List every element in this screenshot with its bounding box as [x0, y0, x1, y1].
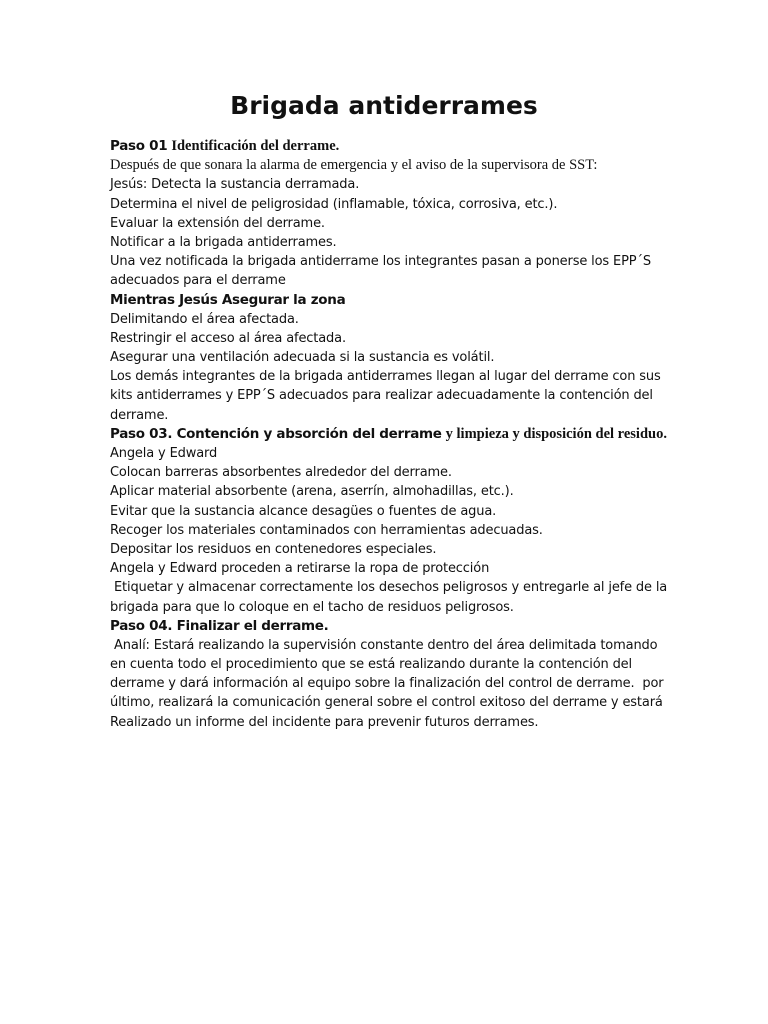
- step2-item: Asegurar una ventilación adecuada si la sustancia es volátil.: [110, 350, 495, 366]
- step3-heading: [110, 425, 666, 444]
- step3-item: Etiquetar y almacenar correctamente los desechos peligrosos y entregarle al jefe de la: [110, 580, 668, 596]
- step1-title: Identificación del derrame.: [171, 138, 340, 154]
- step3-heading-sans: Paso 03. Contención y absorción del derrame: [110, 425, 442, 442]
- step4-item: último, realizará la comunicación general sobre el control exitoso del derrame y estará: [110, 695, 663, 711]
- step4-heading: Paso 04. Finalizar el derrame.: [110, 617, 329, 634]
- step2-item: kits antiderrames y EPP´S adecuados para realizar adecuadamente la contención del: [110, 388, 653, 404]
- step3-item: Angela y Edward: [110, 446, 218, 461]
- step3-item: Depositar los residuos en contenedores especiales.: [110, 541, 437, 557]
- step1-heading: [110, 137, 666, 156]
- step2-heading: Mientras Jesús Asegurar la zona: [110, 291, 346, 308]
- step4-item: derrame y dará información al equipo sobre la finalización del control de derrame. por: [110, 676, 664, 692]
- step1-label: Paso 01: [110, 138, 168, 154]
- step2-item: Delimitando el área afectada.: [110, 311, 299, 327]
- step3-item: brigada para que lo coloque en el tacho de residuos peligrosos.: [110, 599, 514, 615]
- step1-item: Una vez notificada la brigada antiderrame los integrantes pasan a ponerse los EPP´S: [110, 254, 651, 270]
- step3-item: Aplicar material absorbente (arena, aserrín, almohadillas, etc.).: [110, 484, 514, 500]
- step3-item: Colocan barreras absorbentes alrededor del derrame.: [110, 465, 452, 481]
- step3-item: Evitar que la sustancia alcance desagües o fuentes de agua.: [110, 503, 497, 519]
- step1-item: adecuados para el derrame: [110, 273, 286, 289]
- step2-item: Los demás integrantes de la brigada antiderrames llegan al lugar del derrame con sus: [110, 369, 661, 385]
- step1-line: [110, 175, 666, 194]
- step4-item: Realizado un informe del incidente para prevenir futuros derrames.: [110, 714, 539, 730]
- step4-item: Analí: Estará realizando la supervisión constante dentro del área delimitada tomando: [110, 637, 658, 653]
- step1-item: Determina el nivel de peligrosidad (inflamable, tóxica, corrosiva, etc.).: [110, 196, 558, 212]
- step4-item: en cuenta todo el procedimiento que se está realizando durante la contención del: [110, 657, 632, 673]
- document-title: Brigada antiderrames: [230, 91, 538, 120]
- step3-heading-serif: y limpieza y disposición del residuo.: [445, 425, 667, 442]
- step1-line: Después de que sonara la alarma de emergencia y el aviso de la supervisora de SST:: [110, 157, 598, 174]
- step2-item: Restringir el acceso al área afectada.: [110, 330, 346, 346]
- document-body: [110, 137, 666, 732]
- step3-item: Recoger los materiales contaminados con herramientas adecuadas.: [110, 522, 543, 538]
- step2-item: derrame.: [110, 407, 169, 423]
- step1-line-text: Jesús: Detecta la sustancia derramada.: [110, 177, 360, 193]
- step1-item: Evaluar la extensión del derrame.: [110, 215, 325, 231]
- step3-item: Angela y Edward proceden a retirarse la ropa de protección: [110, 561, 490, 577]
- step1-item: Notificar a la brigada antiderrames.: [110, 234, 337, 250]
